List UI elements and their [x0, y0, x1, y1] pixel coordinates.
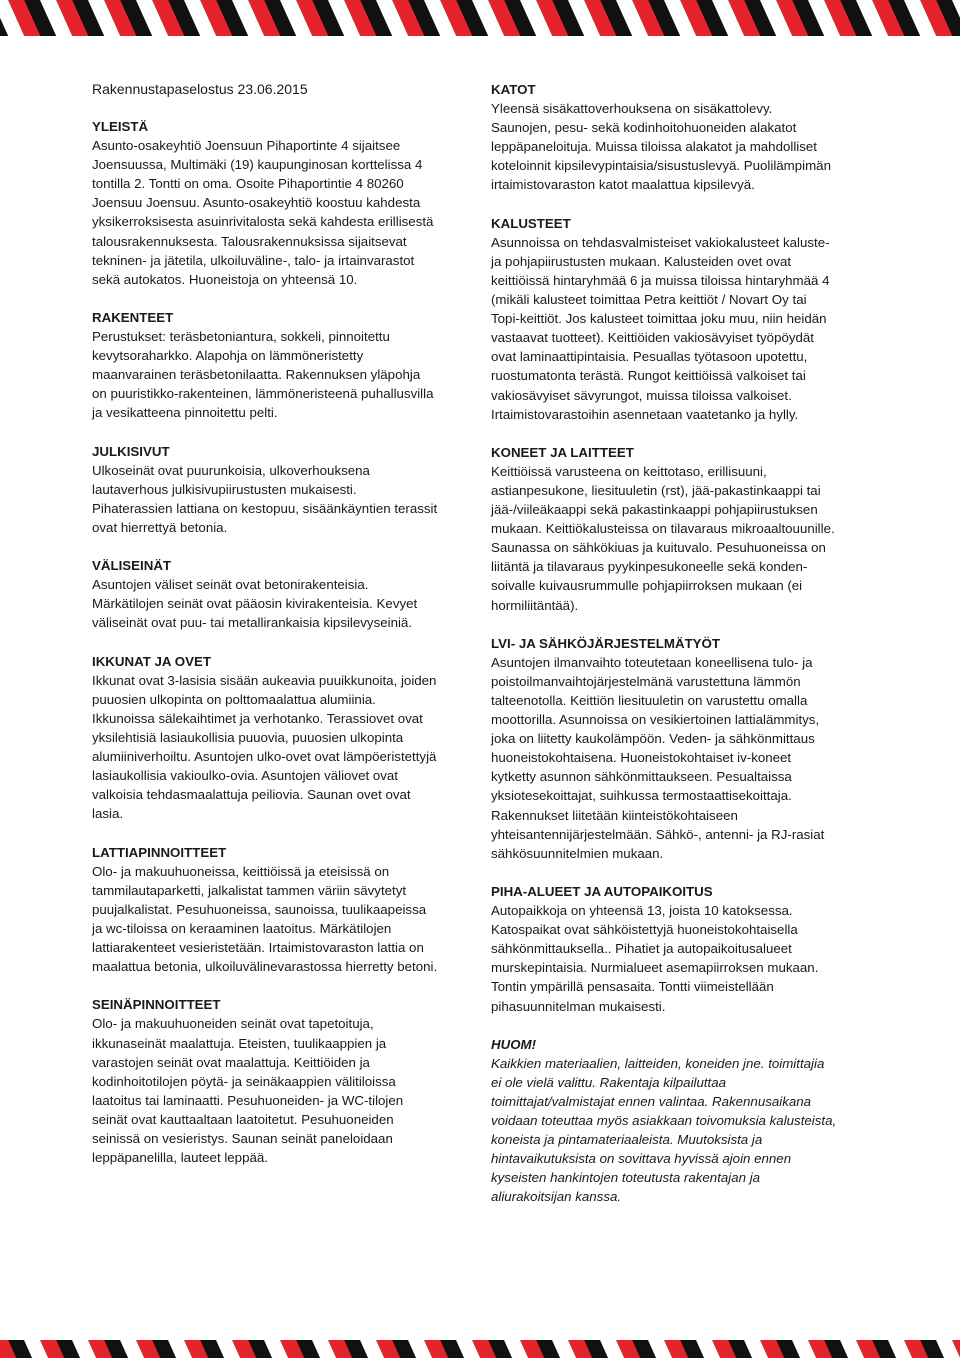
body-line: Rakennukset liitetään kiinteistökohtaiseen — [491, 807, 738, 823]
stripe-pattern-top — [0, 0, 960, 36]
document-date-line: Rakennustapaselostus 23.06.2015 — [92, 81, 308, 97]
body-line: ruostumatonta terästä. Rungot keittiöissä valkoiset tai — [491, 368, 806, 384]
body-line: poistoilmanvaihtojärjestelmänä varustettuna lämmön — [491, 673, 801, 689]
body-line: Olo- ja makuuhuoneiden seinät ovat tapetoituja, — [92, 1016, 374, 1032]
body-line: jää-/viileäkaappi sekä pakastinkaappi pohjapiirustuksen — [491, 502, 818, 518]
stripe-pattern-bottom — [0, 1340, 960, 1358]
section — [491, 634, 876, 863]
body-line: alumiiniverhoiltu. Asuntojen ulko-ovet ovat lämpöeristettyjä — [92, 749, 437, 765]
body-line: maanvarainen teräsbetonilaatta. Rakennuksen yläpohja — [92, 367, 421, 383]
section-heading: HUOM! — [491, 1036, 537, 1052]
body-line: kodinhoitotilojen pöytä- ja seinäkaappien välitiloissa — [92, 1073, 396, 1089]
section-heading: IKKUNAT JA OVET — [92, 653, 211, 669]
section-heading: PIHA-ALUEET JA AUTOPAIKOITUS — [491, 883, 713, 899]
section — [92, 117, 477, 289]
section — [491, 80, 876, 195]
section-body — [92, 136, 477, 289]
section — [491, 882, 876, 1016]
body-line: Keittiöissä varusteena on keittotaso, erillisuuni, — [491, 463, 767, 479]
section-heading: LVI- JA SÄHKÖJÄRJESTELMÄTYÖT — [491, 635, 721, 651]
section-heading: JULKISIVUT — [92, 443, 170, 459]
body-line: Yleensä sisäkattoverhouksena on sisäkattolevy. — [491, 101, 773, 117]
body-line: laatoitus tai laminaatti. Pesuhuoneiden- ja WC-tilojen — [92, 1092, 404, 1108]
body-line: yksikerroksisesta asuinrivitalosta sekä kahdesta erillisestä — [92, 214, 434, 230]
section-heading: SEINÄPINNOITTEET — [92, 997, 221, 1013]
body-line: toimittajat/valmistajat ennen valintaa. Rakennusaikana — [491, 1093, 812, 1109]
body-line: yksilehtisiä lasiaukollisia puuovia, puuosien ulkopinta — [92, 730, 404, 745]
stripe — [952, 1340, 960, 1358]
body-line: valkoisia tehdasmaalattuja peiliovia. Saunan ovet ovat — [92, 787, 411, 803]
section — [92, 995, 477, 1167]
decorative-bottom-border — [0, 1340, 960, 1358]
body-line: väliseinät ovat puu- tai metallirankaisia kipsilevyseiniä. — [92, 615, 413, 631]
body-line: Tontin ympärillä pensasaita. Tontti viimeistellään — [491, 979, 774, 995]
body-line: Joensuussa, Multimäki (19) kaupunginosan korttelissa 4 — [92, 157, 423, 173]
section-body — [491, 233, 876, 424]
body-line: leppäpanelilla, lauteet leppää. — [92, 1150, 268, 1166]
body-line: voidaan toteuttaa myös asiakkaan toivomuksia kalusteista, — [491, 1113, 837, 1129]
section — [92, 442, 477, 537]
body-line: maalattua betonia, ulkoiluvälinevarastossa hierretty betoni. — [92, 959, 438, 975]
body-line: Asuntojen väliset seinät ovat betonirakenteisia. — [92, 577, 369, 593]
body-line: Saunassa on sähkökiuas ja kuituvalo. Pesuhuoneissa on — [491, 540, 826, 556]
left-column — [92, 117, 477, 1186]
body-line: joka on liitetty kaukolämpöön. Veden- ja sähkönmittaus — [491, 731, 815, 747]
body-line: lasia. — [92, 806, 124, 822]
right-column — [491, 80, 876, 1226]
body-line: lasiaukollisia vakioulko-ovia. Asuntojen väliovet ovat — [92, 768, 398, 784]
body-line: liitäntä ja tilavaraus pyykinpesukoneelle sekä konden- — [491, 559, 808, 575]
section — [92, 308, 477, 423]
section-heading: KATOT — [491, 82, 536, 97]
body-line: ja wc-tiloissa on keraaminen laatoitus. Märkätilojen — [92, 920, 392, 936]
section-heading: LATTIAPINNOITTEET — [92, 844, 227, 860]
section-body — [92, 461, 477, 537]
body-line: talousrakennuksesta. Talousrakennuksissa sijaitsevat — [92, 233, 407, 249]
section-body — [92, 862, 477, 977]
body-line: koteloinnit kipsilevypintaisia/sisustuslevyä. Puolilämpimän — [491, 158, 831, 174]
section-body — [92, 671, 477, 824]
section-body — [491, 901, 876, 1016]
body-line: Autopaikkoja on yhteensä 13, joista 10 katoksessa. — [491, 903, 793, 919]
body-line: kytketty asunnon sähkönmittaukseen. Pesualtaissa — [491, 769, 792, 785]
body-line: pihasuunnitelman mukaisesti. — [491, 998, 666, 1014]
body-line: moottorilla. Asunnoissa on vesikiertoinen lattialämmitys, — [491, 712, 820, 728]
decorative-top-border — [0, 0, 960, 36]
body-line: kyseisten hankintojen toteutusta rakentajan ja — [491, 1170, 761, 1186]
body-line: sekä autokatos. Huoneistoja on yhteensä 10. — [92, 271, 358, 287]
section — [92, 652, 477, 824]
body-line: Topi-keittiöt. Jos kalusteet toimittaa joku muu, niin heidän — [491, 311, 827, 327]
body-line: astianpesukone, liesituuletin (rst), jää-pakastinkaappi tai — [491, 482, 821, 498]
body-line: Pihaterassien lattiana on kestopuu, sisäänkäyntien terassit — [92, 500, 438, 516]
body-line: Märkätilojen seinät ovat pääosin kivirakenteisia. Kevyet — [92, 596, 418, 612]
body-line: murskepintaisia. Nurmialueet asemapiirroksen mukaan. — [491, 960, 819, 976]
body-line: tekninen- ja jätetila, ulkoiluväline-, talo- ja irtainvarastot — [92, 252, 415, 268]
body-line: ja pohjapiirustusten mukaan. Kalusteiden ovet ovat — [491, 253, 792, 269]
section-body — [92, 327, 477, 422]
body-line: seinät ovat kauttaaltaan laatoitetut. Pesuhuoneiden — [92, 1111, 394, 1127]
body-line: yhteisantennijärjestelmään. Sähkö-, antenni- ja RJ-rasiat — [491, 826, 825, 842]
section-body — [491, 99, 876, 194]
body-line: ei ole vielä valittu. Rakentaja kilpailuttaa — [491, 1074, 727, 1090]
body-line: lattiarakenteet vesieristetään. Irtaimistovaraston lattia on — [92, 940, 424, 956]
body-line: yksiotesekoittajat, suihkussa termostaattisekoittaja. — [491, 788, 792, 804]
stripe — [0, 0, 8, 36]
body-line: koneista ja pintamateriaaleista. Muutoksista ja — [491, 1132, 763, 1148]
body-line: irtaimistovaraston katot maalattua kipsilevyä. — [491, 177, 755, 193]
section-body — [491, 462, 876, 615]
body-line: varastojen seinät ovat maalattuja. Keittiöiden ja — [92, 1054, 370, 1070]
body-line: Katospaikat ovat sähköistettyjä huoneistokohtaisella — [491, 922, 798, 938]
body-line: sähkösuunnitelmien mukaan. — [491, 845, 664, 861]
section — [92, 556, 477, 632]
body-line: Ikkunat ovat 3-lasisia sisään aukeavia puuikkunoita, joiden — [92, 672, 437, 688]
body-line: keittiöissä hintaryhmää 6 ja muissa tiloissa hintaryhmää 4 — [491, 272, 830, 288]
body-line: lautaverhous julkisivupiirustusten mukaisesti. — [92, 481, 357, 497]
body-line: huoneistokohtaisena. Huoneistokohtaiset iv-koneet — [491, 750, 792, 766]
section-body — [92, 575, 477, 632]
body-line: Asunnoissa on tehdasvalmisteiset vakiokalusteet kaluste- — [491, 234, 830, 250]
body-line: tontilla 2. Tontti on oma. Osoite Pihaportintie 4 80260 — [92, 176, 404, 192]
section — [491, 443, 876, 615]
body-line: (mikäli kalusteet toimittaa Petra keittiöt / Novart Oy tai — [491, 292, 807, 308]
section-body — [491, 1054, 876, 1207]
body-line: ikkunaseinät maalattuja. Eteisten, tuulikaappien ja — [92, 1035, 387, 1051]
section-heading: RAKENTEET — [92, 309, 174, 325]
section-body — [491, 653, 876, 863]
body-line: seinissä on vesieristys. Saunan seinät paneloidaan — [92, 1130, 393, 1146]
body-line: vakiosävyiset sävyrungot, muissa tiloissa valkoiset. — [491, 387, 792, 403]
body-line: Kaikkien materiaalien, laitteiden, koneiden jne. toimittajia — [491, 1055, 825, 1071]
body-line: ja vesikatteena pinnoitettu pelti. — [92, 405, 278, 421]
body-line: mukaan. Keittiökalusteissa on tilavaraus mikroaaltouunille. — [491, 521, 835, 537]
body-line: soivalle kuivausrummulle pohjapiirroksen mukaan (ei — [491, 578, 803, 594]
body-line: talteenotolla. Keittiön liesituuletin on varustettu omalla — [491, 693, 808, 708]
body-line: Ulkoseinät ovat puurunkoisia, ulkoverhouksena — [92, 462, 370, 478]
section-heading: VÄLISEINÄT — [92, 558, 172, 574]
body-line: hormiliitäntää). — [491, 597, 579, 613]
body-line: leppäpaneloituja. Muissa tiloissa alakatot ja mahdolliset — [491, 139, 817, 155]
body-line: kevytsoraharkko. Alapohja on lämmöneristetty — [92, 348, 364, 364]
body-line: tammilautaparketti, jalkalistat tammen väriin sävytetyt — [92, 882, 407, 898]
body-line: hintavaikutuksista on sovittava hyvissä ajoin ennen — [491, 1151, 792, 1167]
body-line: aliurakoitsijan kanssa. — [491, 1189, 622, 1205]
body-line: Joensuu Joensuu. Asunto-osakeyhtiö koostuu kahdesta — [92, 195, 421, 211]
body-line: Irtaimistovarastoihin asennetaan vaatetanko ja hylly. — [491, 406, 799, 422]
body-line: on puuristikko-rakenteinen, lämmöneristeenä puhallusvilla — [92, 386, 434, 402]
body-line: vastaavat tuotteet). Keittiöiden vakiosävyiset työpöydät — [491, 330, 815, 346]
body-line: ovat laminaattipintaisia. Pesuallas työtasoon upotettu, — [491, 349, 808, 365]
body-line: puujalkalistat. Pesuhuoneissa, saunoissa, tuulikaapeissa — [92, 901, 427, 917]
body-line: Asuntojen ilmanvaihto toteutetaan koneellisena tulo- ja — [491, 654, 813, 670]
body-line: Olo- ja makuuhuoneissa, keittiöissä ja eteisissä on — [92, 863, 390, 879]
section-heading: KALUSTEET — [491, 215, 571, 231]
body-line: Asunto-osakeyhtiö Joensuun Pihaportinte 4 sijaitsee — [92, 138, 401, 154]
section-heading: YLEISTÄ — [92, 119, 149, 134]
section-body — [92, 1014, 477, 1167]
body-line: ovat hierrettyä betonia. — [92, 519, 228, 535]
body-line: Saunojen, pesu- sekä kodinhoitohuoneiden alakatot — [491, 120, 797, 136]
section — [491, 1035, 876, 1207]
body-line: Ikkunoissa sälekaihtimet ja verhotanko. Terassiovet ovat — [92, 710, 423, 726]
body-line: Perustukset: teräsbetoniantura, sokkeli, pinnoitettu — [92, 329, 390, 345]
body-line: sähkönmittauksella.. Pihatiet ja autopaikoitusalueet — [491, 941, 792, 957]
body-line: puuosien ulkopinta on polttomaalattua alumiinia. — [92, 691, 376, 707]
section — [491, 214, 876, 424]
section-heading: KONEET JA LAITTEET — [491, 444, 634, 460]
section — [92, 843, 477, 977]
